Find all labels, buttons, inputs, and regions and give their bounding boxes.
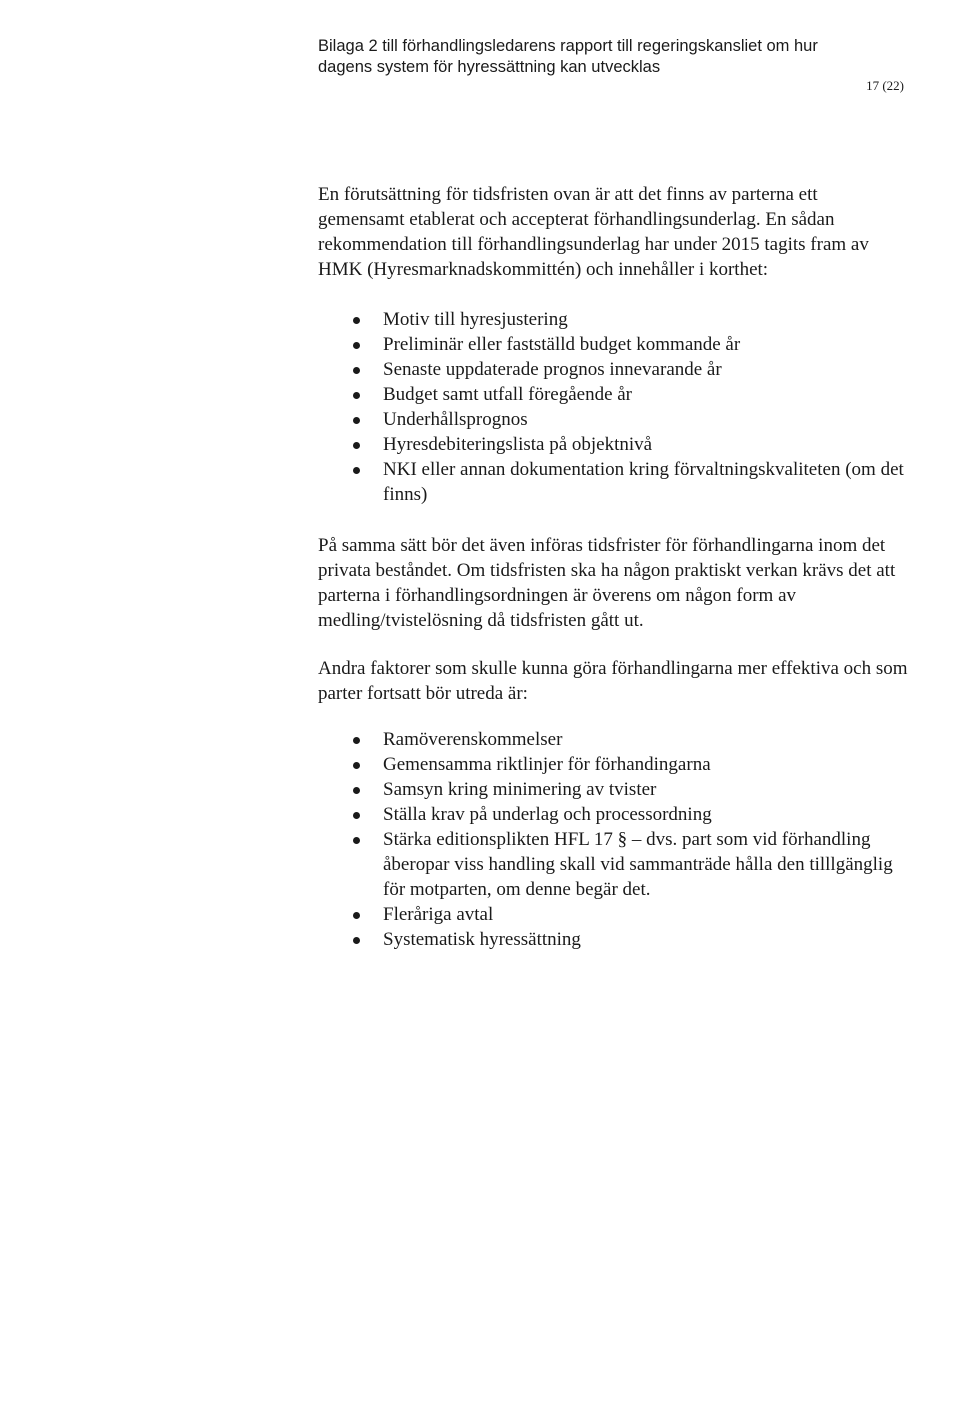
list-item xyxy=(353,457,913,507)
list-item xyxy=(353,902,913,927)
bullet-icon xyxy=(353,442,360,449)
bullet-list-negotiation-basis xyxy=(353,307,913,507)
list-item xyxy=(353,827,913,902)
list-item xyxy=(353,382,913,407)
page-header xyxy=(318,36,918,78)
bullet-icon xyxy=(353,837,360,844)
list-item-text: Hyresdebiteringslista på objektnivå xyxy=(383,434,653,455)
paragraph-private-stock: På samma sätt bör det även införas tidsfrister för förhandlingarna inom det privata beståndet. Om tidsfristen ska ha någon praktiskt verkan krävs det att parterna i förhandlingsordningen är överens om någon form av medling/tvistelösning då tidsfristen gått ut. xyxy=(318,535,896,631)
bullet-icon xyxy=(353,417,360,424)
list-item-text: Gemensamma riktlinjer för förhandingarna xyxy=(383,754,711,775)
bullet-list-other-factors xyxy=(353,727,913,952)
page-number: 17 (22) xyxy=(866,78,904,93)
paragraph-other-factors: Andra faktorer som skulle kunna göra förhandlingarna mer effektiva och som parter fortsatt bör utreda är: xyxy=(318,658,908,704)
list-item-text: Motiv till hyresjustering xyxy=(383,309,568,330)
bullet-icon xyxy=(353,812,360,819)
list-item xyxy=(353,752,913,777)
bullet-icon xyxy=(353,912,360,919)
list-item xyxy=(353,432,913,457)
list-item-text: Stärka editionsplikten HFL 17 § – dvs. part som vid förhandling åberopar viss handling skall vid sammanträde hålla den tilllgänglig för motparten, om denne begär det. xyxy=(383,829,893,900)
list-item-text: Budget samt utfall föregående år xyxy=(383,384,633,405)
bullet-icon xyxy=(353,392,360,399)
list-item xyxy=(353,727,913,752)
list-item-text: Samsyn kring minimering av tvister xyxy=(383,779,657,800)
list-item xyxy=(353,332,913,357)
list-item-text: Ramöverenskommelser xyxy=(383,729,563,750)
bullet-icon xyxy=(353,787,360,794)
bullet-icon xyxy=(353,367,360,374)
bullet-icon xyxy=(353,937,360,944)
bullet-icon xyxy=(353,737,360,744)
list-item-text: Ställa krav på underlag och processordning xyxy=(383,804,712,825)
header-line-1: Bilaga 2 till förhandlingsledarens rapport till regeringskansliet om hur xyxy=(318,37,818,55)
list-item-text: Underhållsprognos xyxy=(383,409,528,430)
list-item xyxy=(353,407,913,432)
bullet-icon xyxy=(353,342,360,349)
list-item xyxy=(353,307,913,332)
list-item xyxy=(353,777,913,802)
list-item-text: Fleråriga avtal xyxy=(383,904,494,925)
list-item xyxy=(353,357,913,382)
list-item-text: Systematisk hyressättning xyxy=(383,929,581,950)
bullet-icon xyxy=(353,317,360,324)
list-item xyxy=(353,802,913,827)
list-item xyxy=(353,927,913,952)
header-line-2: dagens system för hyressättning kan utvecklas xyxy=(318,58,661,76)
list-item-text: NKI eller annan dokumentation kring förvaltningskvaliteten (om det finns) xyxy=(383,459,904,505)
bullet-icon xyxy=(353,467,360,474)
list-item-text: Senaste uppdaterade prognos innevarande år xyxy=(383,359,722,380)
bullet-icon xyxy=(353,762,360,769)
paragraph-prerequisite: En förutsättning för tidsfristen ovan är att det finns av parterna ett gemensamt etablerat och accepterat förhandlingsunderlag. En sådan rekommendation till förhandlingsunderlag har under 2015 tagits fram av HMK (Hyresmarknadskommittén) och innehåller i korthet: xyxy=(318,184,869,280)
list-item-text: Preliminär eller fastställd budget kommande år xyxy=(383,334,741,355)
